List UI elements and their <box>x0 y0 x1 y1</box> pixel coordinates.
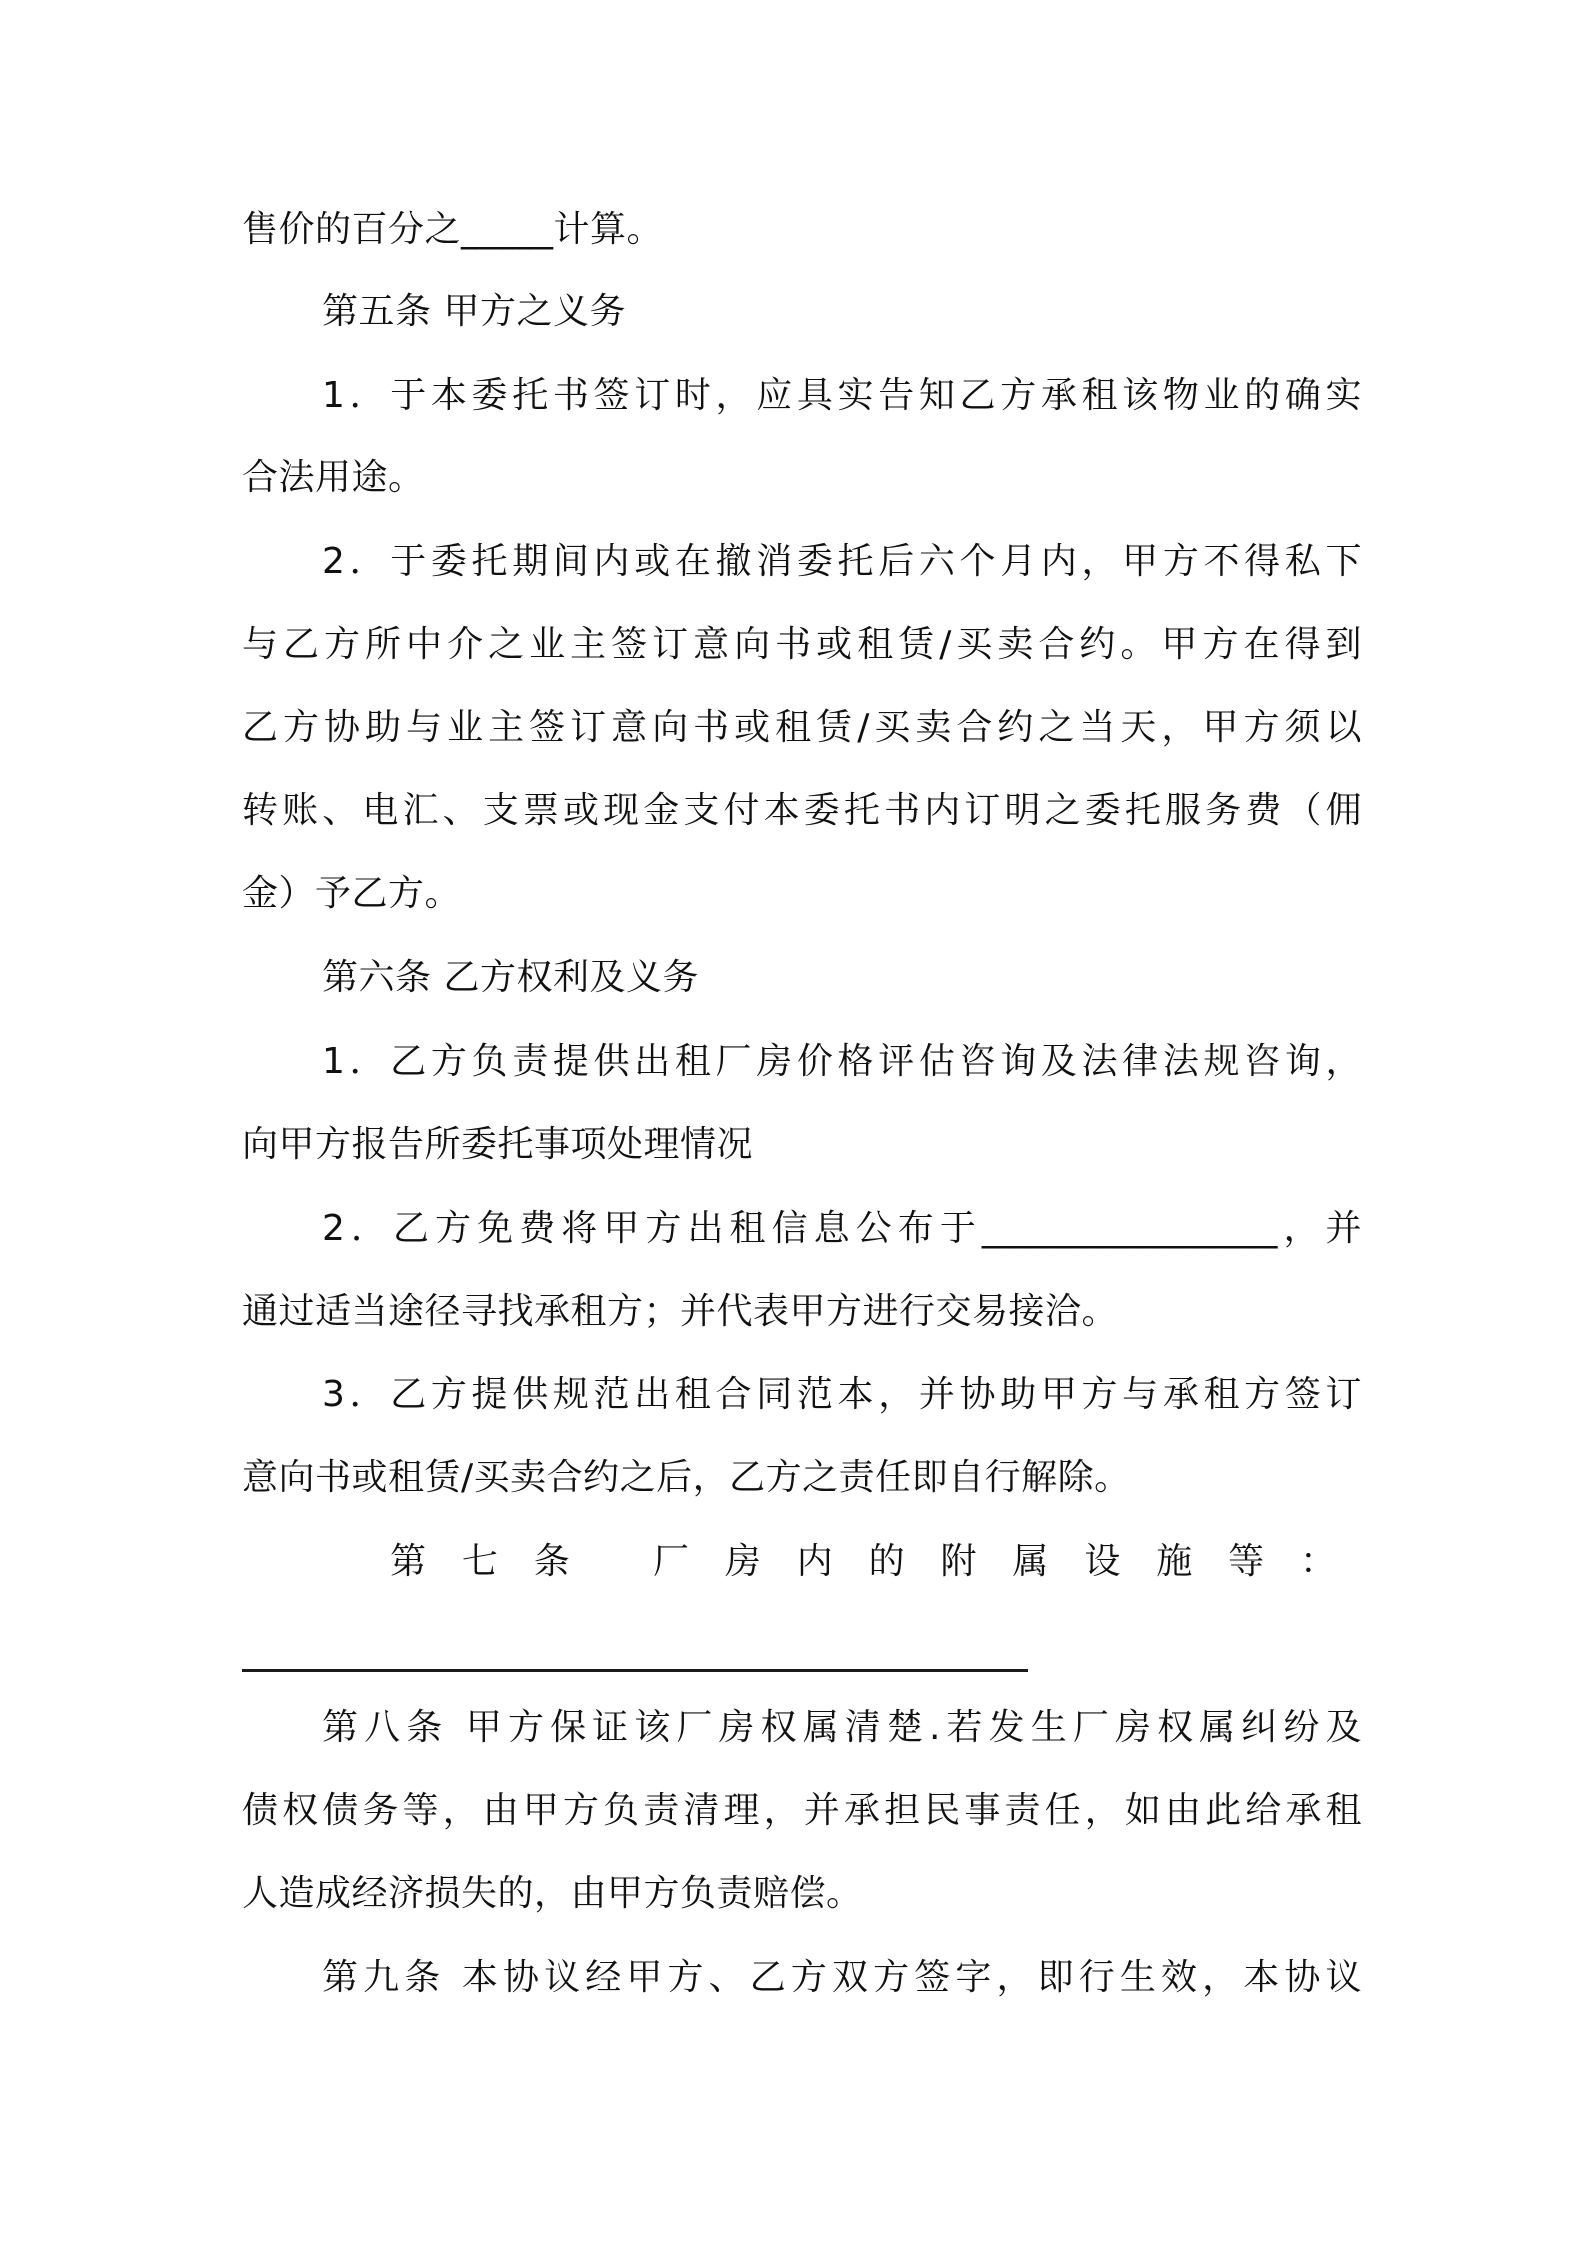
article-heading: 第六条 乙方权利及义务 <box>322 957 699 998</box>
text-line: 1．乙方负责提供出租厂房价格评估咨询及法律法规咨询， <box>322 1041 1362 1082</box>
text-line: 合法用途。 <box>242 457 425 498</box>
text-line: 金）予乙方。 <box>242 873 462 914</box>
blank-fill-line <box>242 1669 1028 1672</box>
text-line: 通过适当途径寻找承租方；并代表甲方进行交易接洽。 <box>242 1291 1119 1332</box>
text-line: 第九条 本协议经甲方、乙方双方签字，即行生效，本协议 <box>322 1957 1362 1998</box>
text-line: 2．于委托期间内或在撤消委托后六个月内，甲方不得私下 <box>322 541 1362 582</box>
article-heading: 第五条 甲方之义务 <box>322 291 626 332</box>
text-line: 人造成经济损失的，由甲方负责赔偿。 <box>242 1873 863 1914</box>
text-line: 与乙方所中介之业主签订意向书或租赁/买卖合约。甲方在得到 <box>242 624 1362 665</box>
text-line: 3．乙方提供规范出租合同范本，并协助甲方与承租方签订 <box>322 1374 1362 1415</box>
text-line: 1．于本委托书签订时，应具实告知乙方承租该物业的确实 <box>322 375 1362 416</box>
text-line: 乙方协助与业主签订意向书或租赁/买卖合约之当天，甲方须以 <box>242 707 1362 748</box>
text-line: 向甲方报告所委托事项处理情况 <box>242 1124 754 1165</box>
article-heading: 第七条 厂房内的附属设施等： <box>390 1541 1336 1582</box>
text-line: 第八条 甲方保证该厂房权属清楚.若发生厂房权属纠纷及 <box>322 1707 1362 1748</box>
text-line: 意向书或租赁/买卖合约之后，乙方之责任即自行解除。 <box>242 1457 1131 1498</box>
text-line: 2．乙方免费将甲方出租信息公布于________________，并 <box>322 1208 1362 1249</box>
text-line: 转账、电汇、支票或现金支付本委托书内订明之委托服务费（佣 <box>242 790 1362 831</box>
text-line: 债权债务等，由甲方负责清理，并承担民事责任，如由此给承租 <box>242 1790 1362 1831</box>
text-line: 售价的百分之_____计算。 <box>242 209 664 250</box>
